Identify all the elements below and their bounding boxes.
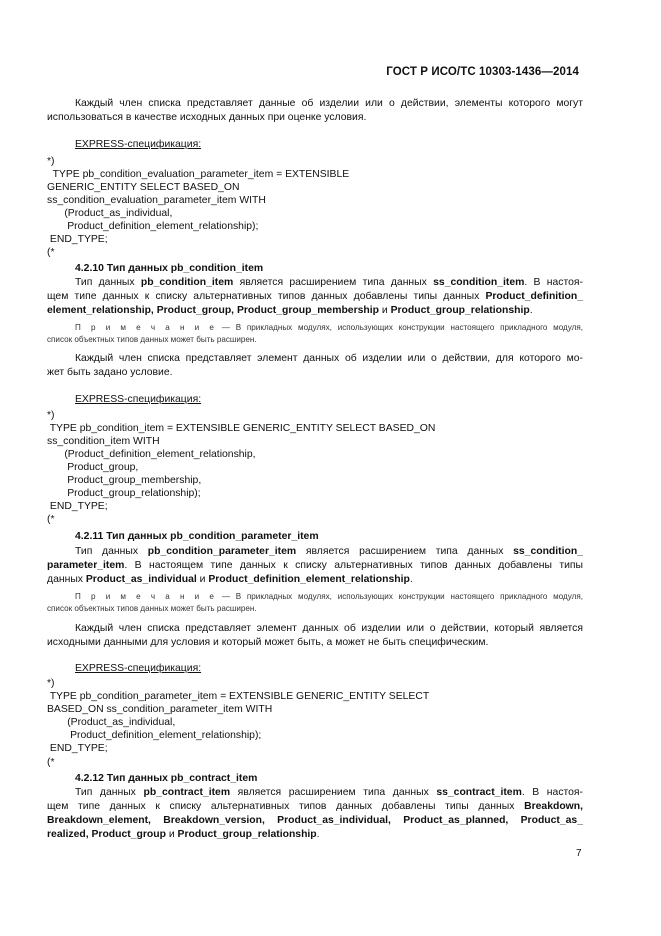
code-line: (* — [47, 757, 55, 768]
s211-line-1: Тип данных pb_condition_parameter_item является расширением типа данных ss_condition_ — [75, 546, 583, 557]
code-line: ss_condition_evaluation_parameter_item WITH — [47, 195, 266, 206]
code-line: TYPE pb_condition_item = EXTENSIBLE GENERIC_ENTITY SELECT BASED_ON — [47, 423, 436, 434]
s211-note-line-1: П р и м е ч а н и е — В прикладных модулях, использующих конструкции настоящего прикладного модуля, — [75, 592, 583, 601]
code-line: GENERIC_ENTITY SELECT BASED_ON — [47, 182, 240, 193]
code-line: Product_group, — [47, 462, 139, 473]
doc-header: ГОСТ Р ИСО/ТС 10303-1436—2014 — [386, 66, 579, 78]
s211-desc-line-2: исходными данными для условия и который может быть, а может не быть специфическим. — [47, 637, 489, 648]
code-line: Product_group_relationship); — [47, 488, 201, 499]
intro-line-2: использоваться в качестве исходных данных при оценке условия. — [47, 112, 367, 123]
s211-desc-line-1: Каждый член списка представляет элемент данных об изделии или о действии, который является — [75, 623, 583, 634]
s212-line-4: realized, Product_group и Product_group_relationship. — [47, 829, 320, 840]
code-line: END_TYPE; — [47, 234, 108, 245]
code-line: *) — [47, 410, 55, 421]
s210-note-line-2: список объектных типов данных может быть расширен. — [47, 335, 257, 344]
code-line: END_TYPE; — [47, 501, 108, 512]
section-heading-4-2-11: 4.2.11 Тип данных pb_condition_parameter_item — [75, 531, 319, 542]
code-line: (* — [47, 514, 55, 525]
s210-desc-line-1: Каждый член списка представляет элемент данных об изделии или о действии, для которого мо- — [75, 353, 583, 364]
code-line: *) — [47, 156, 55, 167]
s212-line-2: щем типе данных к списку альтернативных типов данных добавлены типы данных Breakdown, — [47, 801, 583, 812]
s210-desc-line-2: жет быть задано условие. — [47, 367, 173, 378]
s210-line-1: Тип данных pb_condition_item является расширением типа данных ss_condition_item. В настоя- — [75, 277, 584, 288]
code-line: END_TYPE; — [47, 743, 108, 754]
code-line: ss_condition_item WITH — [47, 436, 160, 447]
code-line: TYPE pb_condition_evaluation_parameter_item = EXTENSIBLE — [47, 169, 350, 180]
s211-note-line-2: список объектных типов данных может быть расширен. — [47, 604, 257, 613]
code-line: Product_definition_element_relationship); — [47, 730, 262, 741]
section-heading-4-2-12: 4.2.12 Тип данных pb_contract_item — [75, 773, 258, 784]
s210-line-2: щем типе данных к списку альтернативных типов данных добавлены типы данных Product_definition_ — [47, 291, 583, 302]
page-number: 7 — [576, 848, 582, 859]
s211-line-3: данных Product_as_individual и Product_definition_element_relationship. — [47, 574, 413, 585]
code-line: (Product_as_individual, — [47, 717, 176, 728]
s211-line-2: parameter_item. В настоящем типе данных к списку альтернативных типов данных добавлены типы — [47, 560, 583, 571]
express-label-3: EXPRESS-спецификация: — [75, 663, 202, 674]
express-label-1: EXPRESS-спецификация: — [75, 139, 202, 150]
s212-line-3: Breakdown_element, Breakdown_version, Product_as_individual, Product_as_planned, Product_as_ — [47, 815, 583, 826]
code-line: Product_group_membership, — [47, 475, 202, 486]
s210-note-line-1: П р и м е ч а н и е — В прикладных модулях, использующих конструкции настоящего прикладного модуля, — [75, 323, 583, 332]
section-heading-4-2-10: 4.2.10 Тип данных pb_condition_item — [75, 263, 264, 274]
intro-line-1: Каждый член списка представляет данные об изделии или о действии, элементы которого могут — [75, 98, 583, 109]
code-line: (Product_as_individual, — [47, 208, 173, 219]
code-line: TYPE pb_condition_parameter_item = EXTENSIBLE GENERIC_ENTITY SELECT — [47, 691, 430, 702]
code-line: Product_definition_element_relationship); — [47, 221, 259, 232]
s212-line-1: Тип данных pb_contract_item является расширением типа данных ss_contract_item. В настоя- — [75, 787, 584, 798]
code-line: (Product_definition_element_relationship, — [47, 449, 256, 460]
code-line: (* — [47, 247, 55, 258]
express-label-2: EXPRESS-спецификация: — [75, 394, 202, 405]
code-line: *) — [47, 678, 55, 689]
code-line: BASED_ON ss_condition_parameter_item WITH — [47, 704, 273, 715]
s210-line-3: element_relationship, Product_group, Product_group_membership и Product_group_relationship. — [47, 305, 533, 316]
